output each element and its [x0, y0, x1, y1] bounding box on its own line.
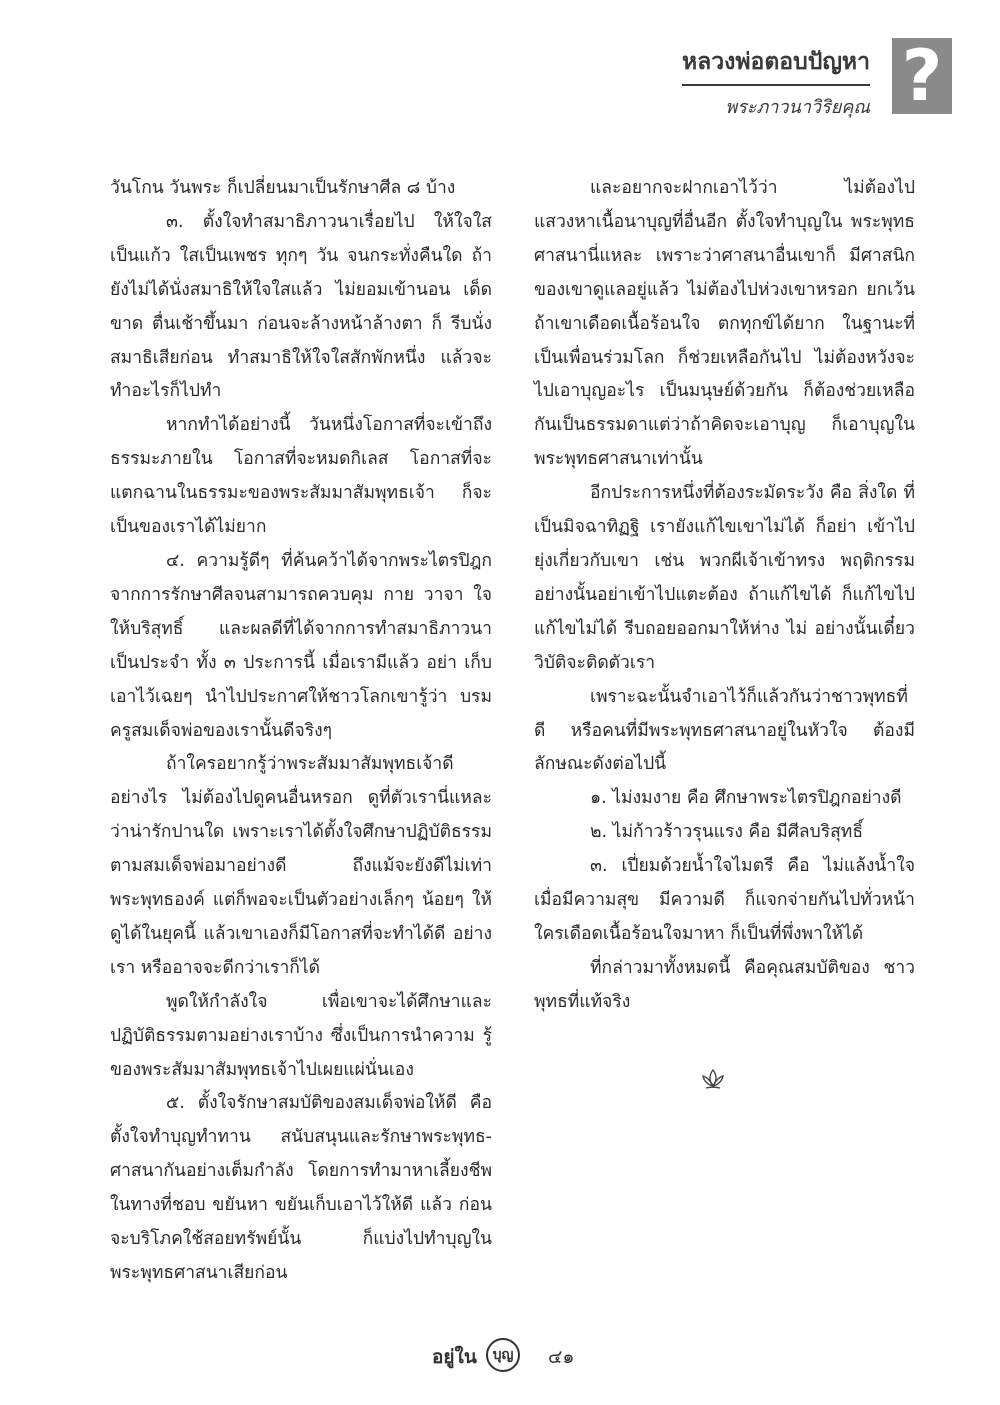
- paragraph: พูดให้กำลังใจ เพื่อเขาจะได้ศึกษาและ ปฏิบัติธรรมตามอย่างเราบ้าง ซึ่งเป็นการนำความ รู้ของพระสัมมาสัมพุทธเจ้าไปเผยแผ่นั่นเอง: [110, 991, 492, 1080]
- paragraph: อีกประการหนึ่งที่ต้องระมัดระวัง คือ สิ่งใด ที่เป็นมิจฉาทิฏฐิ เรายังแก้ไขเขาไม่ได้ ก็อย่า เข้าไปยุ่งเกี่ยวกับเขา เช่น พวกผีเจ้าเข้าทรง พฤติกรรมอย่างนั้นอย่าเข้าไปแตะต้อง ถ้าแก้ไขได้ ก็แก้ไขไป แก้ไขไม่ได้ รีบถอยออกมาให้ห่าง ไม่ อย่างนั้นเดี๋ยววิบัติจะติดตัวเรา: [534, 483, 915, 673]
- page-number: ๔๑: [548, 1346, 575, 1368]
- paragraph: ๔. ความรู้ดีๆ ที่ค้นคว้าได้จากพระไตรปิฎก จากการรักษาศีลจนสามารถควบคุม กาย วาจา ใจ ให้บริสุทธิ์ และผลดีที่ได้จากการทำสมาธิภาวนา เป็นประจำ ทั้ง ๓ ประการนี้ เมื่อเรามีแล้ว อย่า เก็บเอาไว้เฉยๆ นำไปประกาศให้ชาวโลกเขารู้ว่า บรมครูสมเด็จพ่อของเรานั้นดีจริงๆ: [110, 550, 492, 741]
- paragraph: วันโกน วันพระ ก็เปลี่ยนมาเป็นรักษาศีล ๘ บ้าง: [110, 178, 456, 198]
- question-mark-badge: ?: [892, 38, 952, 114]
- paragraph: ที่กล่าวมาทั้งหมดนี้ คือคุณสมบัติของ ชาวพุทธที่แท้จริง: [534, 957, 915, 1012]
- paragraph: หากทำได้อย่างนี้ วันหนึ่งโอกาสที่จะเข้าถึง ธรรมะภายใน โอกาสที่จะหมดกิเลส โอกาสที่จะ แตกฉานในธรรมะของพระสัมมาสัมพุทธเจ้า ก็จะ เป็นของเราได้ไม่ยาก: [110, 415, 492, 538]
- left-text-column: [110, 172, 492, 1291]
- paragraph: ๕. ตั้งใจรักษาสมบัติของสมเด็จพ่อให้ดี คือ ตั้งใจทำบุญทำทาน สนับสนุนและรักษาพระพุทธ- ศาสนากันอย่างเต็มกำลัง โดยการทำมาหาเลี้ยงชีพ ในทางที่ชอบ ขยันหา ขยันเก็บเอาไว้ให้ดี แล้ว ก่อนจะบริโภคใช้สอยทรัพย์นั้น ก็แบ่งไปทำบุญใน พระพุทธศาสนาเสียก่อน: [110, 1093, 492, 1283]
- list-item: ๑. ไม่งมงาย คือ ศึกษาพระไตรปิฎกอย่างดี: [590, 788, 902, 809]
- column-title: หลวงพ่อตอบปัญหา: [682, 44, 870, 86]
- paragraph: ๓. ตั้งใจทำสมาธิภาวนาเรื่อยไป ให้ใจใส เป็นแก้ว ใสเป็นเพชร ทุกๆ วัน จนกระทั่งคืนใด ถ้ายังไม่ได้นั่งสมาธิให้ใจใสแล้ว ไม่ยอมเข้านอน เด็ดขาด ตื่นเช้าขึ้นมา ก่อนจะล้างหน้าล้างตา ก็ รีบนั่งสมาธิเสียก่อน ทำสมาธิให้ใจใสสักพักหนึ่ง แล้วจะทำอะไรก็ไปทำ: [110, 211, 492, 402]
- logo-text: อยู่ใน: [432, 1346, 477, 1368]
- logo-circle-text: บุญ: [486, 1338, 520, 1372]
- paragraph: เพราะฉะนั้นจำเอาไว้ก็แล้วกันว่าชาวพุทธที่ดี หรือคนที่มีพระพุทธศาสนาอยู่ในหัวใจ ต้องมี ลักษณะดังต่อไปนี้: [534, 686, 915, 775]
- page-footer: [0, 1338, 1000, 1378]
- list-item: ๒. ไม่ก้าวร้าวรุนแรง คือ มีศีลบริสุทธิ์: [590, 822, 864, 843]
- lotus-flower-icon: [700, 1066, 726, 1092]
- paragraph: ถ้าใครอยากรู้ว่าพระสัมมาสัมพุทธเจ้าดี อย่างไร ไม่ต้องไปดูคนอื่นหรอก ดูที่ตัวเรานี่แหละ ว่าน่ารักปานใด เพราะเราได้ตั้งใจศึกษาปฏิบัติธรรม ตามสมเด็จพ่อมาอย่างดี ถึงแม้จะยังดีไม่เท่า พระพุทธองค์ แต่ก็พอจะเป็นตัวอย่างเล็กๆ น้อยๆ ให้ดูได้ในยุคนี้ แล้วเขาเองก็มีโอกาสที่จะทำได้ดี อย่างเรา หรืออาจจะดีกว่าเราก็ได้: [110, 754, 492, 978]
- column-author: พระภาวนาวิริยคุณ: [725, 97, 870, 118]
- header-text-block: [682, 44, 870, 121]
- magazine-logo: [432, 1338, 544, 1374]
- paragraph: และอยากจะฝากเอาไว้ว่า ไม่ต้องไป แสวงหาเนื้อนาบุญที่อื่นอีก ตั้งใจทำบุญใน พระพุทธศาสนานี่แหละ เพราะว่าศาสนาอื่นเขาก็ มีศาสนิกของเขาดูแลอยู่แล้ว ไม่ต้องไปห่วงเขาหรอก ยกเว้น ถ้าเขาเดือดเนื้อร้อนใจ ตกทุกข์ได้ยาก ในฐานะที่เป็นเพื่อนร่วมโลก ก็ช่วยเหลือกันไป ไม่ต้องหวังจะไปเอาบุญอะไร เป็นมนุษย์ด้วยกัน ก็ต้องช่วยเหลือกันเป็นธรรมดาแต่ว่าถ้าคิดจะเอาบุญ ก็เอาบุญในพระพุทธศาสนาเท่านั้น: [534, 178, 915, 470]
- right-text-column: [534, 172, 915, 1020]
- list-item: ๓. เปี่ยมด้วยน้ำใจไมตรี คือ ไม่แล้งน้ำใจ เมื่อมีความสุข มีความดี ก็แจกจ่ายกันไปทั่วหน้า ใครเดือดเนื้อร้อนใจมาหา ก็เป็นที่พึ่งพาให้ได้: [534, 856, 915, 944]
